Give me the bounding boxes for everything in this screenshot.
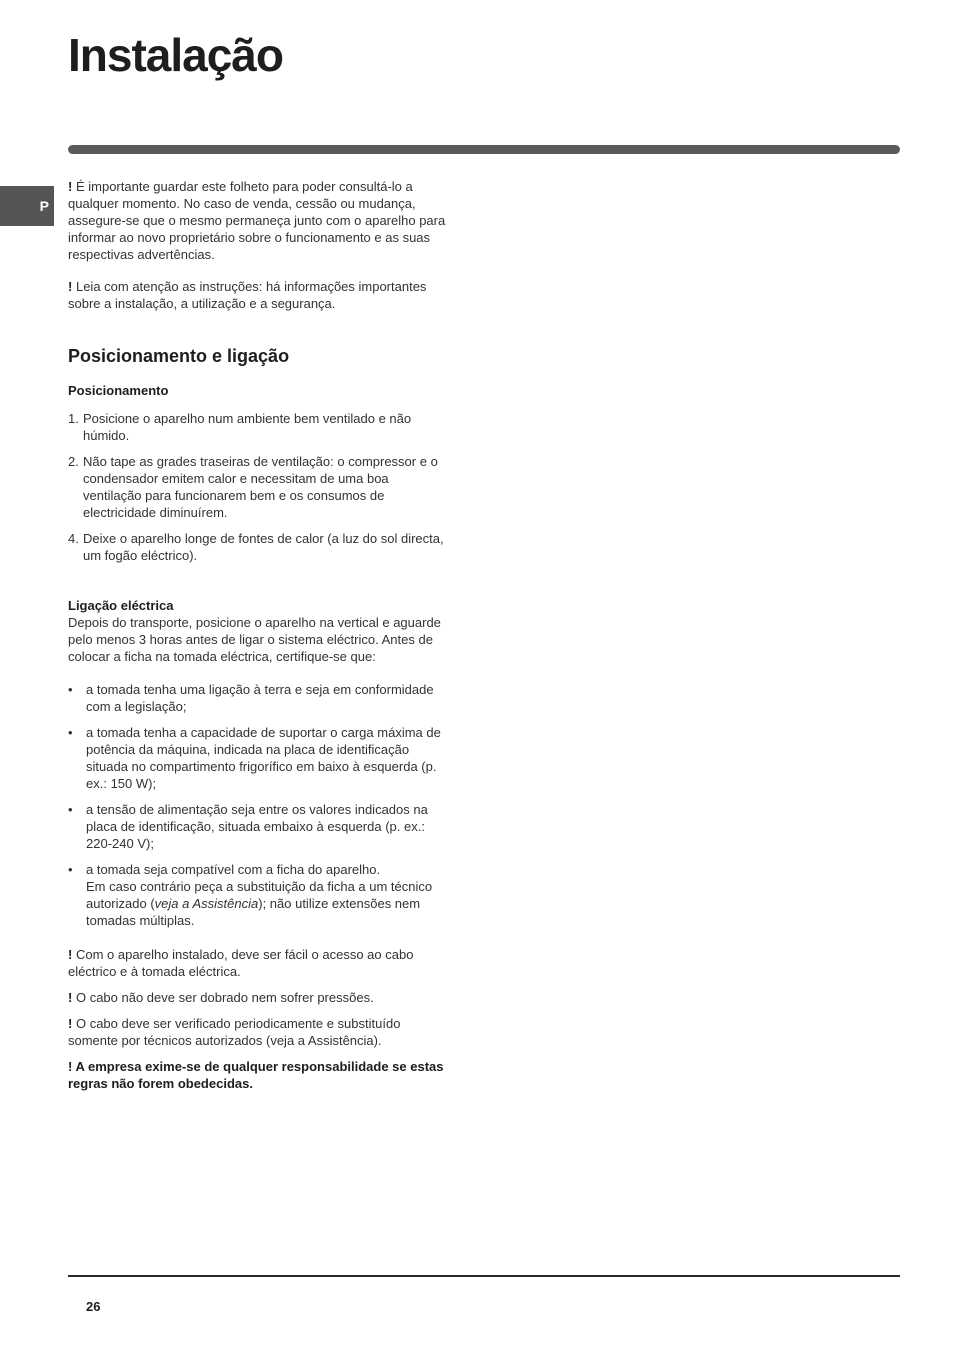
warning-paragraph: ! O cabo não deve ser dobrado nem sofrer pressões.	[68, 990, 374, 1005]
intro-paragraph-1: ! É importante guardar este folheto para poder consultá-lo a qualquer momento. No caso de venda, cessão ou mudança, assegure-se que o mesmo permaneça junto com o aparelho para informar ao novo proprietário sobre o funcionamento e as suas respectivas advertências.	[68, 179, 446, 262]
warning-mark: !	[68, 1016, 73, 1031]
list-item: 4. Deixe o aparelho longe de fontes de calor (a luz do sol directa, um fogão eléctrico).	[68, 531, 444, 563]
warning-mark: !	[68, 990, 73, 1005]
section-heading: Posicionamento e ligação	[68, 346, 290, 366]
liability-warning: ! A empresa exime-se de qualquer responsabilidade se estas regras não forem obedecidas.	[68, 1059, 444, 1091]
warning-mark: !	[68, 947, 73, 962]
list-item: • a tomada tenha a capacidade de suportar o carga máxima de potência da máquina, indicada na placa de identificação situada no compartimento frigorífico em baixo à esquerda (p. ex.: 150 W);	[68, 725, 441, 791]
warning-mark: !	[68, 1059, 73, 1074]
warning-mark: !	[68, 279, 73, 294]
list-item: 2. Não tape as grades traseiras de ventilação: o compressor e o condensador emitem calor e necessitam de uma boa ventilação para funcionarem bem e os consumos de electricidade diminuírem.	[68, 454, 438, 520]
electrical-heading: Ligação eléctrica	[68, 598, 174, 613]
positioning-heading: Posicionamento	[68, 383, 169, 398]
content-column	[68, 178, 450, 1092]
page-title: Instalação	[68, 29, 283, 81]
language-tab: P	[0, 186, 54, 226]
intro-paragraph-2: ! Leia com atenção as instruções: há informações importantes sobre a instalação, a utilização e a segurança.	[68, 279, 427, 311]
list-item: 1. Posicione o aparelho num ambiente bem ventilado e não húmido.	[68, 411, 412, 443]
bullet-icon: •	[68, 682, 73, 697]
positioning-steps	[68, 410, 450, 564]
electrical-checklist	[68, 681, 450, 929]
warning-paragraph: ! Com o aparelho instalado, deve ser fácil o acesso ao cabo eléctrico e à tomada eléctrica.	[68, 947, 414, 979]
list-item: • a tomada seja compatível com a ficha do aparelho. Em caso contrário peça a substituição da ficha a um técnico autorizado (veja a Assistência); não utilize extensões nem tomadas múltiplas.	[68, 862, 433, 928]
warning-mark: !	[68, 179, 73, 194]
bullet-icon: •	[68, 725, 73, 740]
warning-paragraph: ! O cabo deve ser verificado periodicamente e substituído somente por técnicos autorizados (veja a Assistência).	[68, 1016, 401, 1048]
top-divider	[68, 145, 900, 154]
list-item: • a tensão de alimentação seja entre os valores indicados na placa de identificação, situada embaixo à esquerda (p. ex.: 220-240 V);	[68, 802, 428, 851]
list-item: • a tomada tenha uma ligação à terra e seja em conformidade com a legislação;	[68, 682, 434, 714]
bullet-icon: •	[68, 802, 73, 817]
bottom-divider	[68, 1275, 900, 1277]
bullet-icon: •	[68, 862, 73, 877]
page-number: 26	[86, 1299, 101, 1314]
electrical-intro: Depois do transporte, posicione o aparelho na vertical e aguarde pelo menos 3 horas antes de ligar o sistema eléctrico. Antes de colocar a ficha na tomada eléctrica, certifique-se que:	[68, 615, 441, 664]
